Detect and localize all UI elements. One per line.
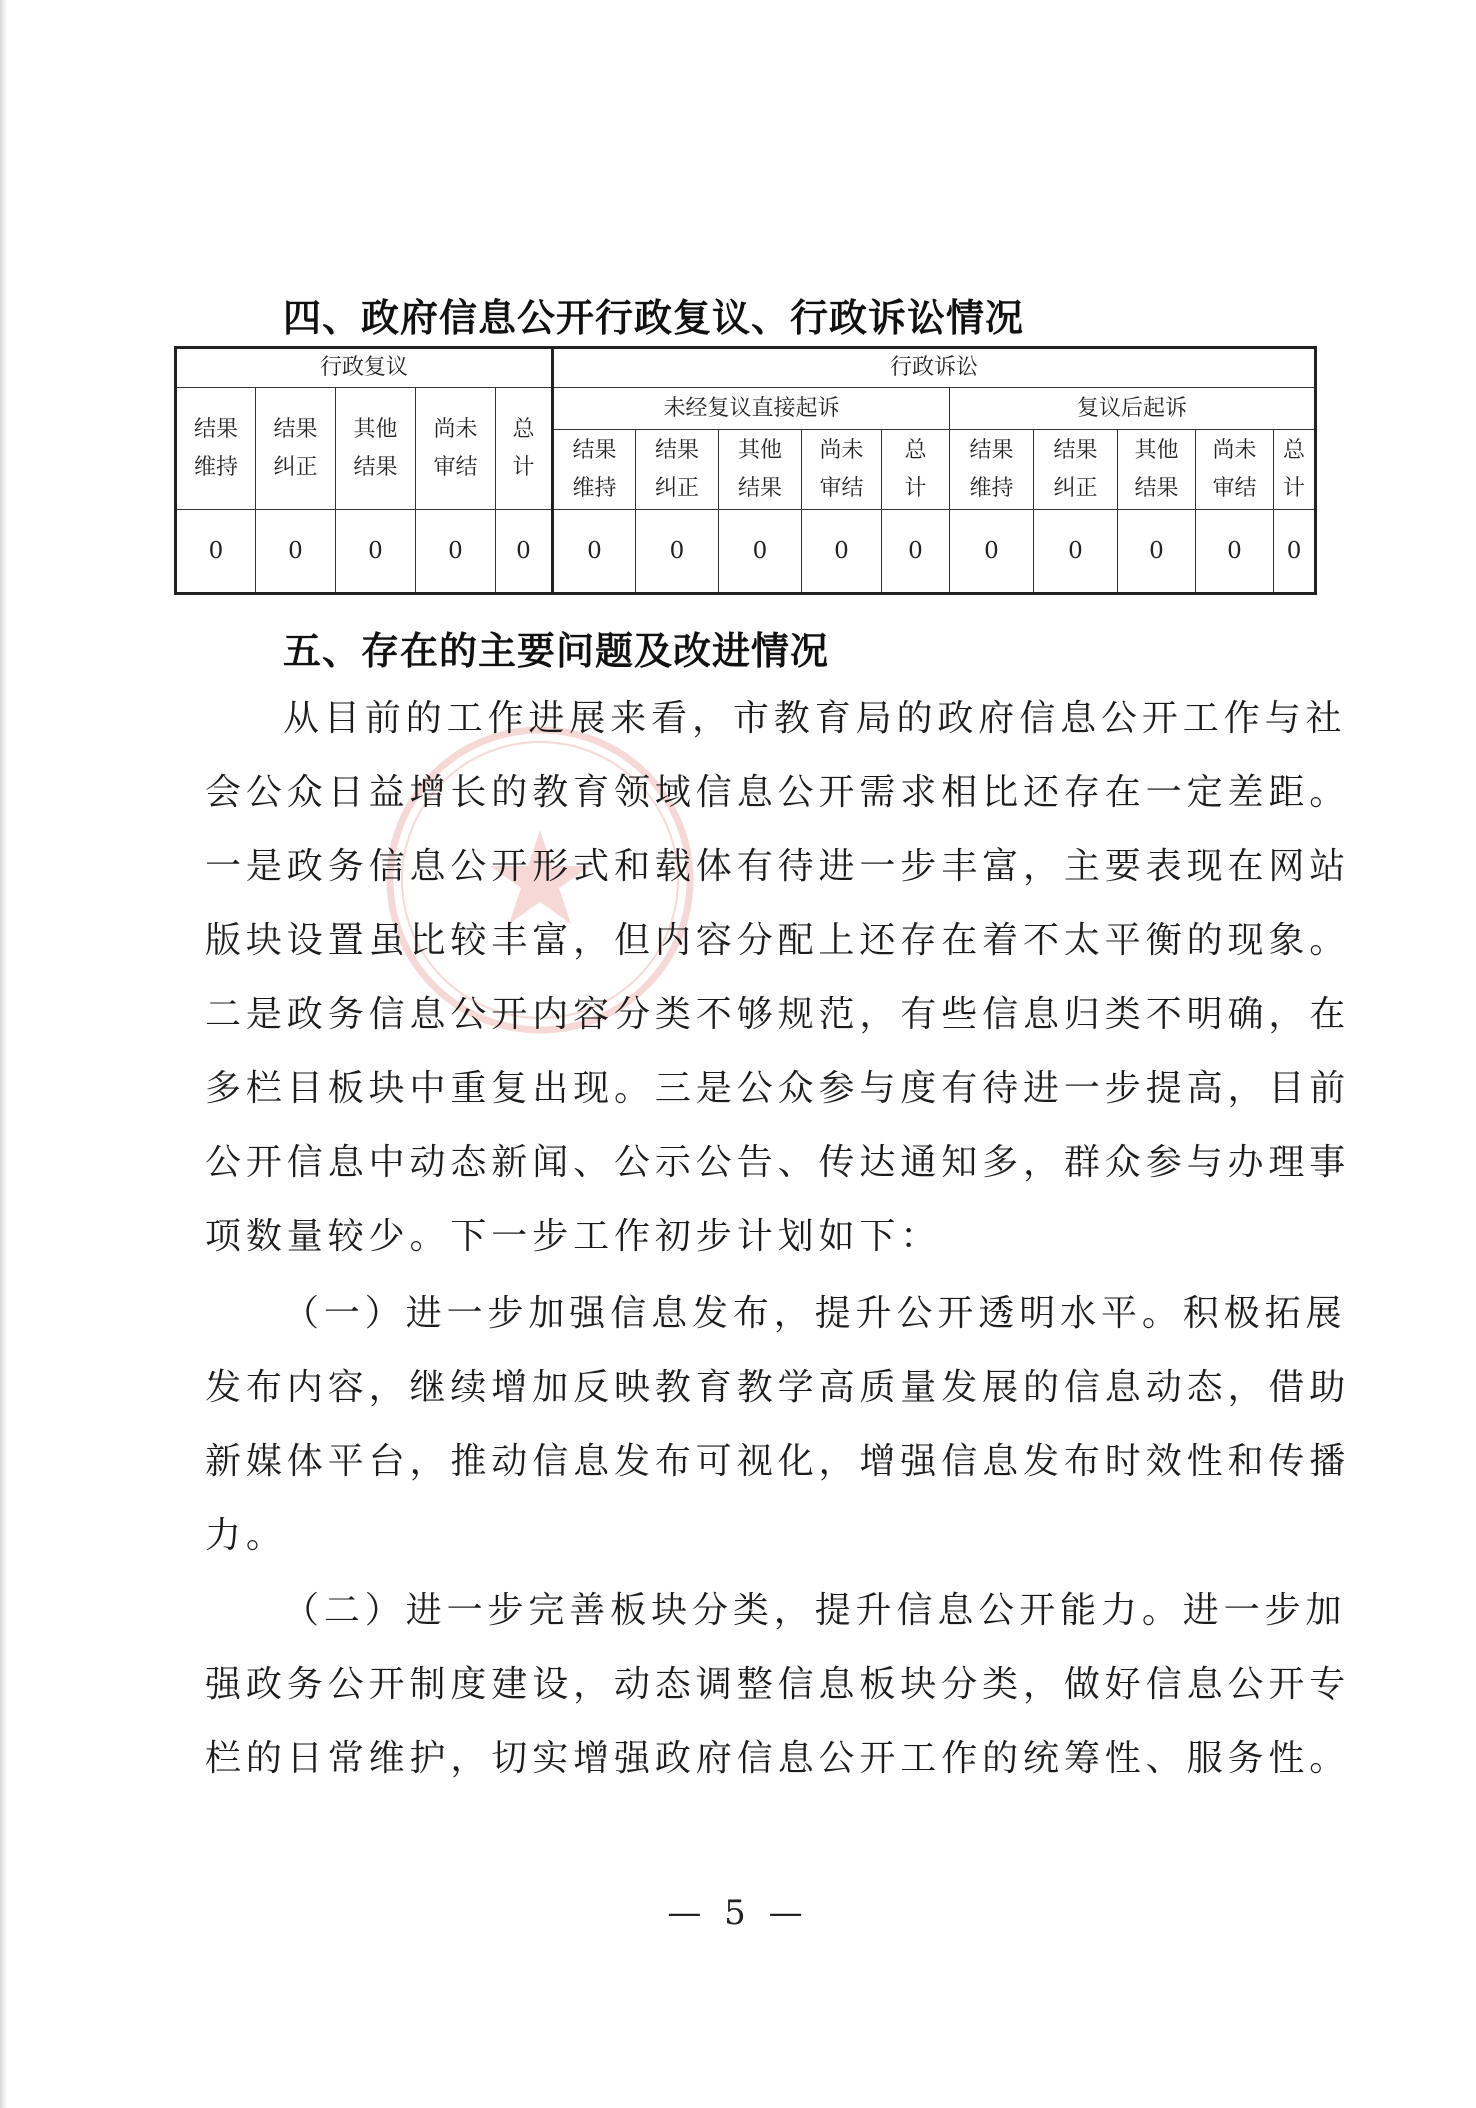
paragraph-line: 多栏目板块中重复出现。三是公众参与度有待进一步提高，目前	[205, 1068, 1351, 1109]
plan-item-2-paragraph	[205, 1574, 1351, 1796]
table-group-header-row	[176, 348, 1316, 388]
paragraph-line: 会公众日益增长的教育领域信息公开需求相比还存在一定差距。	[205, 772, 1351, 813]
section-5-heading: 五、存在的主要问题及改进情况	[283, 629, 830, 673]
col-after-corrected: 结果 纠正	[1034, 430, 1118, 510]
paragraph-line: 公开信息中动态新闻、公示公告、传达通知多，群众参与办理事	[205, 1142, 1351, 1183]
col-after-other: 其他 结果	[1118, 430, 1196, 510]
table-cell: 0	[802, 510, 882, 594]
paragraph-line: 栏的日常维护，切实增强政府信息公开工作的统筹性、服务性。	[205, 1738, 1351, 1779]
paragraph-line: 版块设置虽比较丰富，但内容分配上还存在着不太平衡的现象。	[205, 920, 1351, 961]
col-after-pending: 尚未 审结	[1196, 430, 1274, 510]
header-admin-litigation: 行政诉讼	[553, 348, 1316, 388]
paragraph-line: （一）进一步加强信息发布，提升公开透明水平。积极拓展	[283, 1293, 1347, 1334]
paragraph-line: 一是政务信息公开形式和载体有待进一步丰富，主要表现在网站	[205, 846, 1351, 887]
paragraph-line: 发布内容，继续增加反映教育教学高质量发展的信息动态，借助	[205, 1367, 1351, 1408]
col-after-upheld: 结果 维持	[950, 430, 1034, 510]
paragraph-line: 二是政务信息公开内容分类不够规范，有些信息归类不明确，在	[205, 994, 1351, 1035]
page-edge-shadow	[0, 0, 7, 2108]
paragraph-line: 从目前的工作进展来看，市教育局的政府信息公开工作与社	[283, 698, 1347, 739]
paragraph-line: 新媒体平台，推动信息发布可视化，增强信息发布时效性和传播	[205, 1441, 1351, 1482]
col-review-upheld: 结果 维持	[176, 388, 256, 510]
table-cell: 0	[719, 510, 802, 594]
header-suit-after-review: 复议后起诉	[950, 388, 1316, 430]
table-cell: 0	[336, 510, 416, 594]
col-direct-corrected: 结果 纠正	[636, 430, 719, 510]
table-cell: 0	[416, 510, 496, 594]
header-direct-suit: 未经复议直接起诉	[553, 388, 950, 430]
table-cell: 0	[176, 510, 256, 594]
col-review-total: 总 计	[496, 388, 553, 510]
header-admin-review: 行政复议	[176, 348, 553, 388]
problems-paragraph	[205, 682, 1351, 1274]
paragraph-line: 强政务公开制度建设，动态调整信息板块分类，做好信息公开专	[205, 1664, 1351, 1705]
table-cell: 0	[1274, 510, 1316, 594]
table-cell: 0	[636, 510, 719, 594]
col-direct-pending: 尚未 审结	[802, 430, 882, 510]
table-cell: 0	[256, 510, 336, 594]
table-cell: 0	[1196, 510, 1274, 594]
col-after-total: 总 计	[1274, 430, 1316, 510]
paragraph-line: 项数量较少。下一步工作初步计划如下：	[205, 1216, 942, 1257]
col-review-other: 其他 结果	[336, 388, 416, 510]
col-direct-total: 总 计	[882, 430, 950, 510]
table-cell: 0	[553, 510, 636, 594]
table-cell: 0	[1118, 510, 1196, 594]
section-4-heading: 四、政府信息公开行政复议、行政诉讼情况	[283, 296, 1025, 340]
table-cell: 0	[950, 510, 1034, 594]
paragraph-line: 力。	[205, 1515, 287, 1556]
col-review-corrected: 结果 纠正	[256, 388, 336, 510]
col-review-pending: 尚未 审结	[416, 388, 496, 510]
paragraph-line: （二）进一步完善板块分类，提升信息公开能力。进一步加	[283, 1590, 1347, 1631]
page-number: — 5 —	[667, 1893, 809, 1933]
table-cell: 0	[496, 510, 553, 594]
plan-item-1-paragraph	[205, 1277, 1351, 1573]
table-cell: 0	[1034, 510, 1118, 594]
col-direct-other: 其他 结果	[719, 430, 802, 510]
table-row	[176, 510, 1316, 594]
table-cell: 0	[882, 510, 950, 594]
col-direct-upheld: 结果 维持	[553, 430, 636, 510]
admin-review-litigation-table	[174, 346, 1317, 595]
table-subgroup-header-row	[176, 388, 1316, 430]
